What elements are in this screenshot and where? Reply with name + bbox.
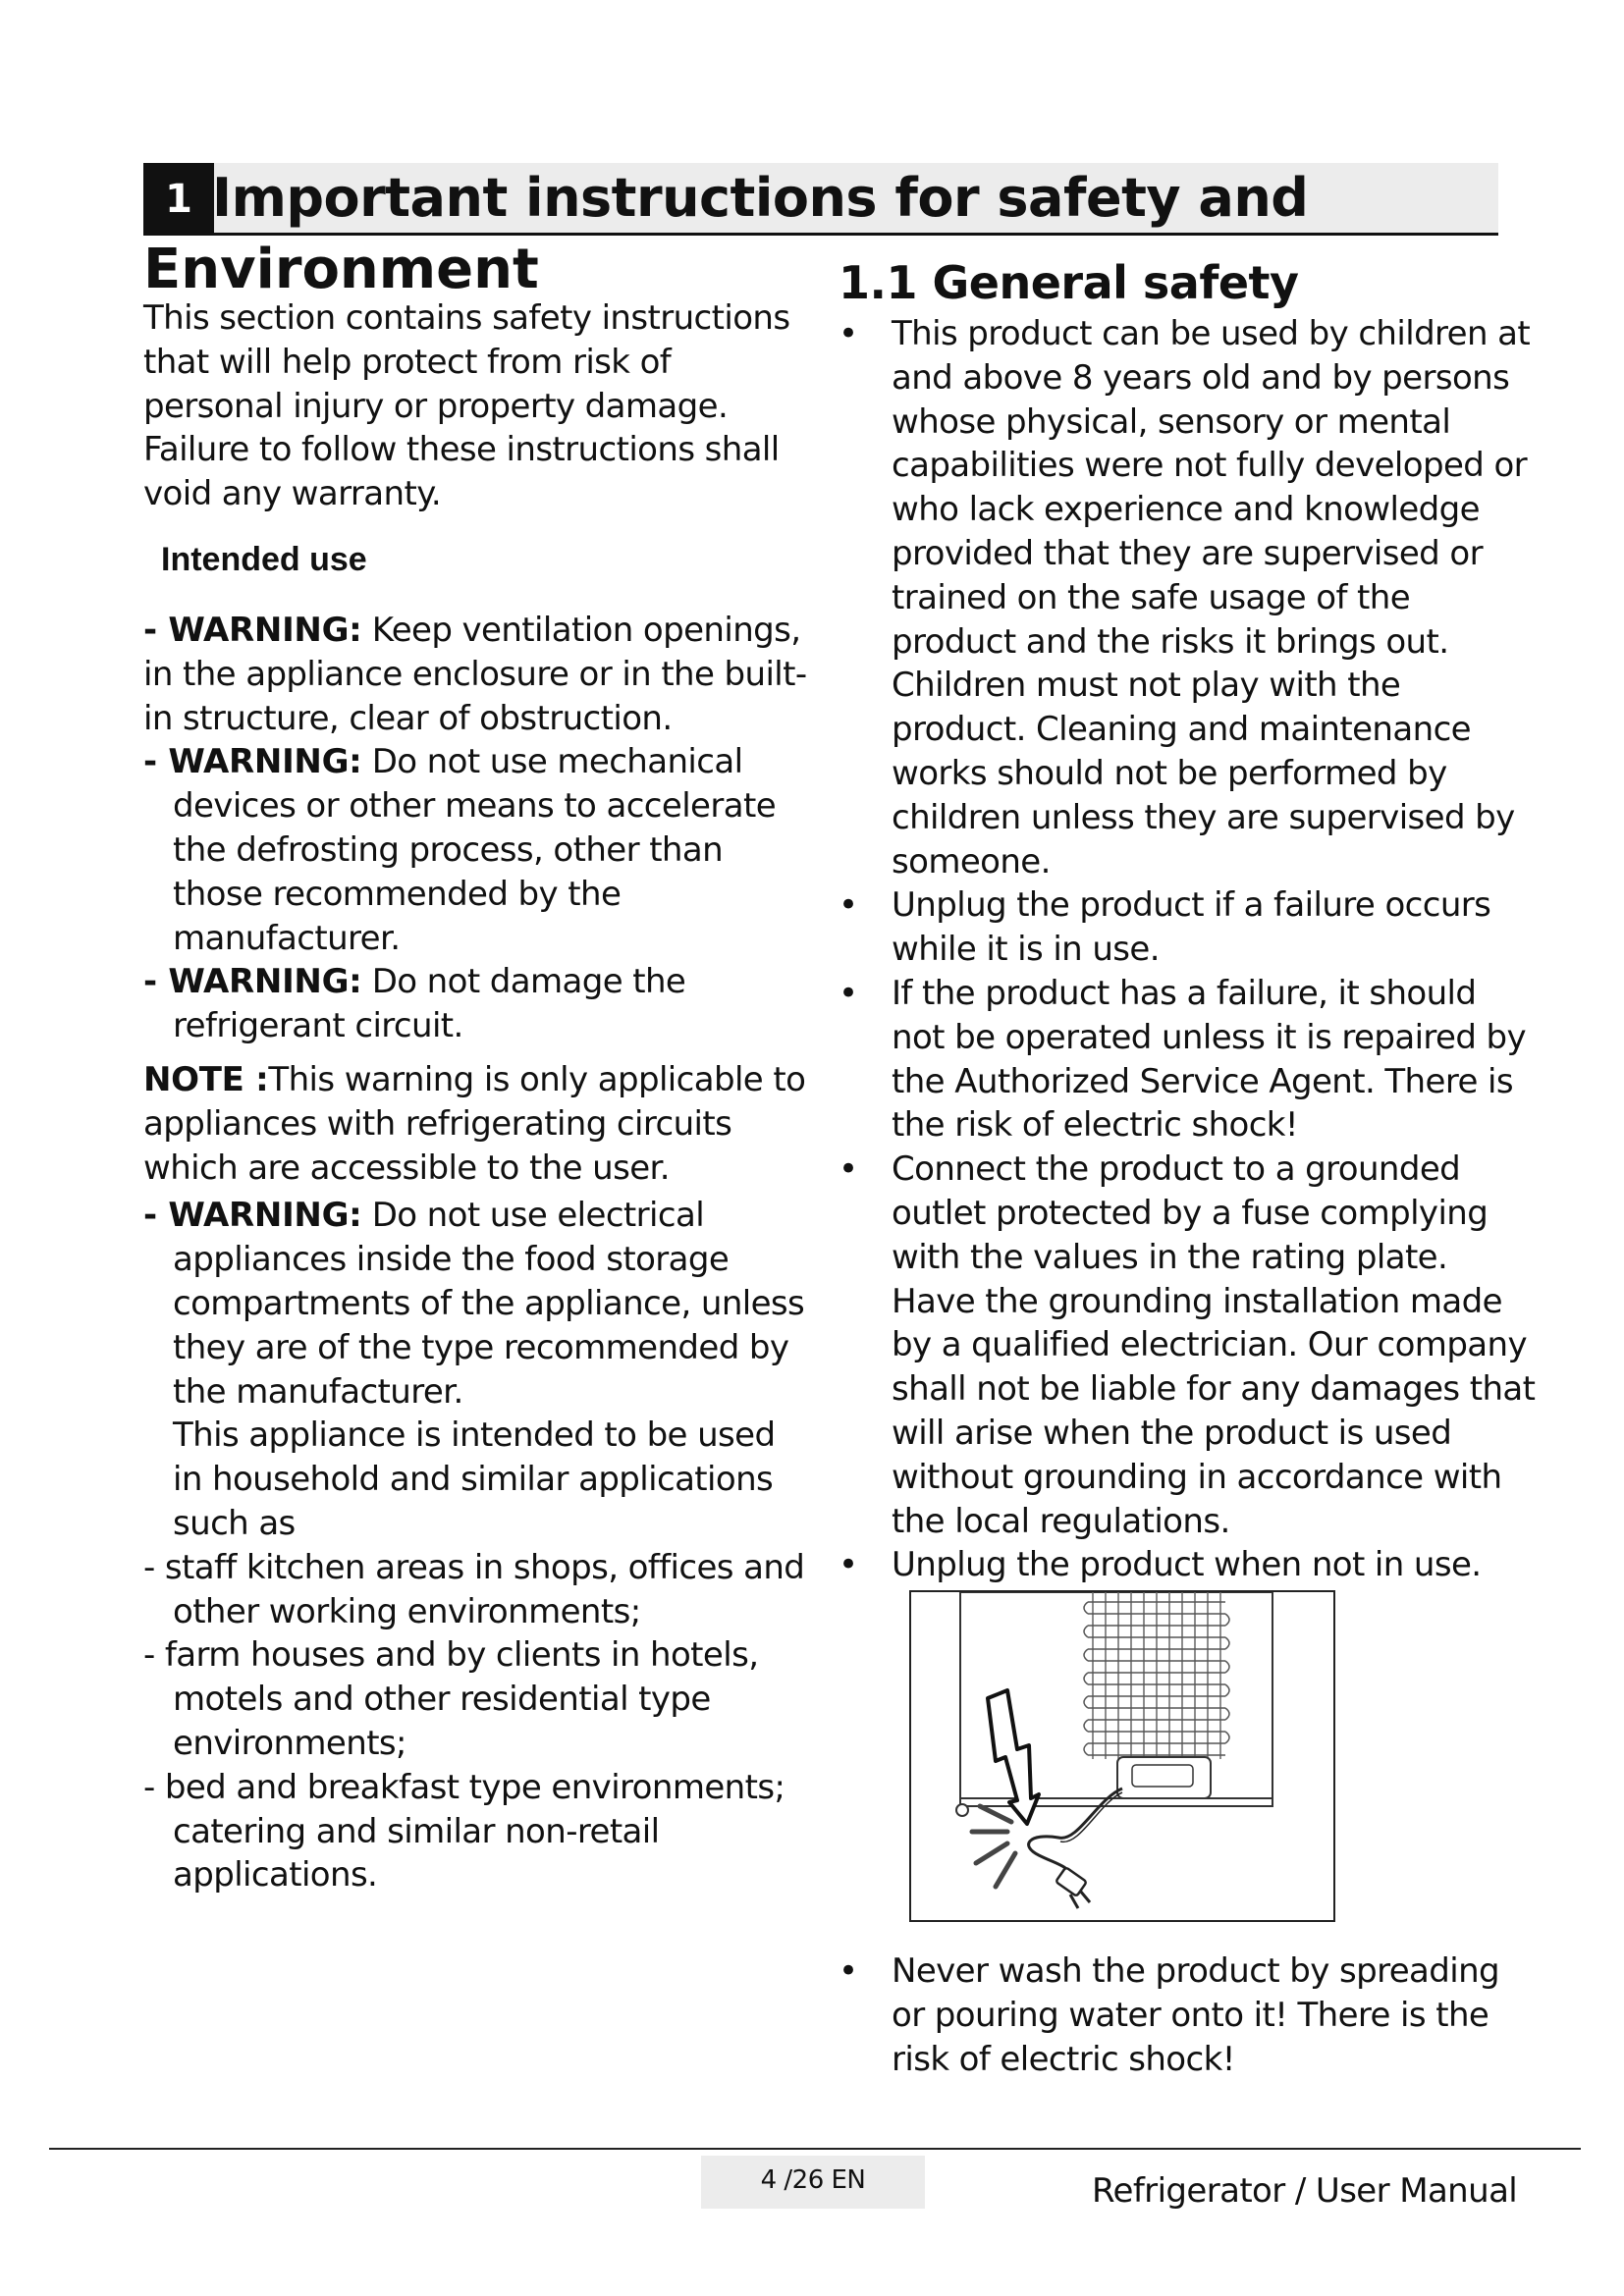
chapter-number: 1 [143,163,214,236]
warning-text: Do not damage the refrigerant circuit. [173,962,686,1046]
list-item: - bed and breakfast type environments; catering and similar non-retail applications. [143,1767,785,1896]
note-keyword: NOTE : [143,1059,269,1099]
footer-document-title: Refrigerator / User Manual [1092,2171,1518,2211]
household-paragraph: This appliance is intended to be used in household and similar applications such as [173,1415,776,1543]
list-item: - farm houses and by clients in hotels, motels and other residential type environments; [143,1635,759,1763]
warning-keyword: - WARNING: [143,742,362,782]
bullet-item: • If the product has a failure, it should not be operated unless it is repaired by the Authorized Service Agent. There is the risk of electric shock! [839,972,1536,1148]
intro-paragraph: This section contains safety instructions that will help protect from risk of personal injury or property damage. Failure to follow these instructions shall void any warranty. [143,298,790,514]
left-column [143,296,811,1897]
note-text: This warning is only applicable to appliances with refrigerating circuits which are accessible to the user. [143,1059,806,1188]
unplug-illustration-svg [911,1592,1333,1920]
page-number: 4 /26 EN [701,2156,925,2209]
warning-text: Do not use electrical appliances inside the food storage compartments of the appliance, unless they are of the type recommended by the manufacturer. [173,1196,805,1412]
right-column [839,256,1536,1587]
bullet-item: • Unplug the product when not in use. [839,1543,1536,1587]
bullet-item: • Unplug the product if a failure occurs while it is in use. [839,883,1536,972]
warning-keyword: - WARNING: [143,962,362,1002]
footer-rule [49,2148,1581,2150]
warning-electrical-appliances [143,1194,811,1414]
bullet-item: • Never wash the product by spreading or pouring water onto it! There is the risk of electric shock! [839,1949,1536,2081]
intended-use-heading: Intended use [161,540,367,578]
chapter-title: Important instructions for safety and [212,167,1309,229]
bullet-item: • Connect the product to a grounded outlet protected by a fuse complying with the values in the rating plate. Have the grounding installation made by a qualified electrician. Our company shall not be liable for any damages that will arise when the product is used without grounding in accordance with the local regulations. [839,1148,1536,1543]
list-item: - staff kitchen areas in shops, offices and other working environments; [143,1547,805,1631]
warning-keyword: - WARNING: [143,1196,362,1236]
warning-defrosting [143,740,811,960]
section-heading: 1.1 General safety [839,256,1299,309]
warning-keyword: - WARNING: [143,610,362,650]
safety-bullet-list-continued [839,1949,1536,2081]
safety-bullet-list [839,312,1536,1587]
right-column-continued [839,1949,1536,2081]
bullet-item: • This product can be used by children at and above 8 years old and by persons whose physical, sensory or mental capabilities were not fully developed or who lack experience and knowledge provided that they are supervised or trained on the safe usage of the product and the risks it brings out. Children must not play with the product. Cleaning and maintenance works should not be performed by children unless they are supervised by someone. [839,312,1536,883]
unplug-illustration [909,1590,1335,1922]
warning-text: Do not use mechanical devices or other means to accelerate the defrosting process, other than those recommended by the manufacturer. [173,742,777,958]
warning-refrigerant [143,960,811,1048]
warning-ventilation [143,609,811,740]
note-paragraph [143,1058,811,1190]
warning-text: Keep ventilation openings, in the appliance enclosure or in the built-in structure, clear of obstruction. [143,610,807,738]
chapter-title-continued: Environment [143,238,539,301]
